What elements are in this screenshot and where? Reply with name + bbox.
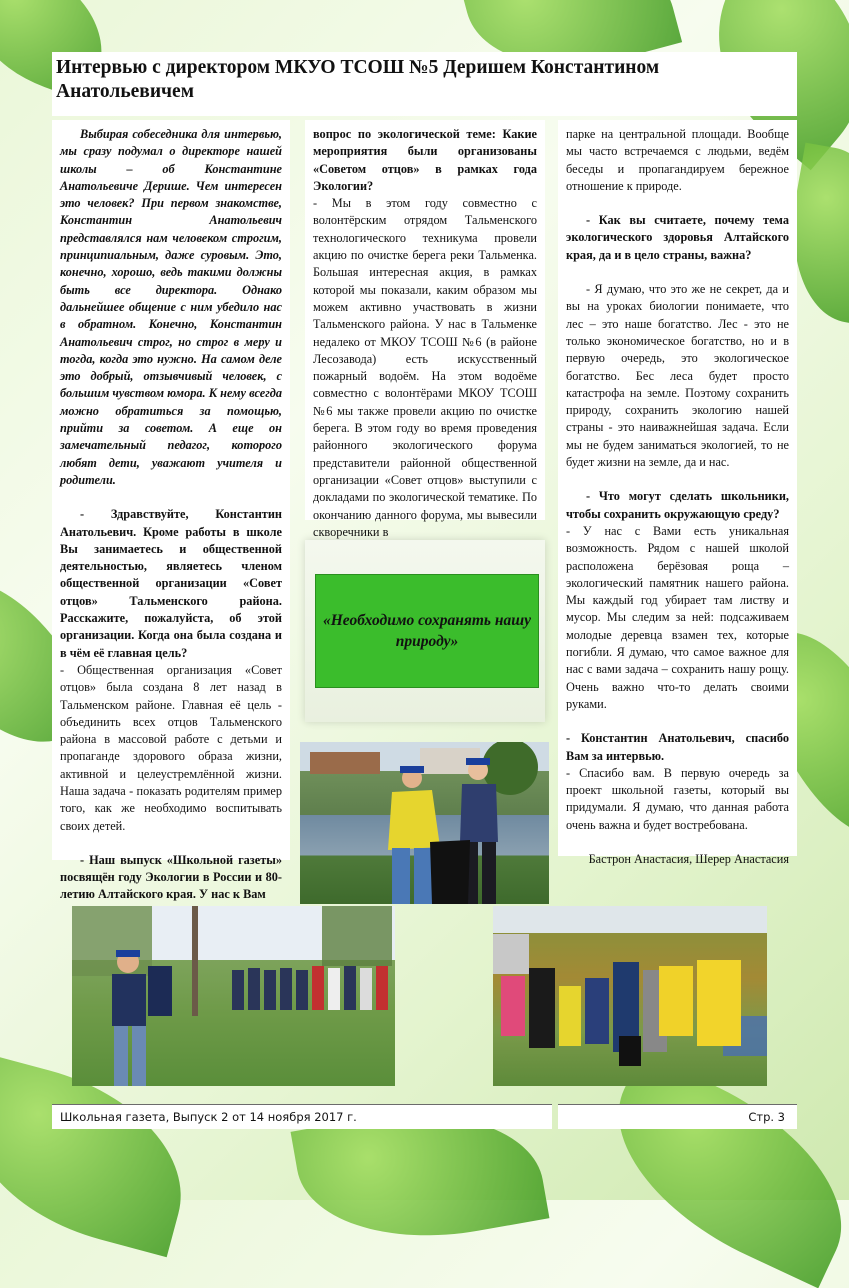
quote-box: «Необходимо сохранять нашу природу» [315, 574, 539, 688]
question-3: - Как вы считаете, почему тема экологического здоровья Алтайского края, да и в цело страны, важна? [566, 213, 789, 262]
column-3 [558, 120, 797, 866]
column-2 [305, 120, 545, 539]
footer-page-number [558, 1104, 797, 1129]
answer-1: - Общественная организация «Совет отцов» была создана 8 лет назад в Тальменском районе. Главная её цель - объединить всех отцов Тальменского района в массовой работе с детьми и пропаганде здорового образа жизни, активной и целеустремлённой жизни. Наша задача - показать родителям пример того, как же необходимо воспитывать своих детей. [60, 662, 282, 833]
footer-issue: Школьная газета, Выпуск 2 от 14 ноября 2017 г. [52, 1104, 552, 1129]
answer-3: - Я думаю, что это же не секрет, да и вы на уроках биологии понимаете, что лес – это наше богатство. Лес - это не только экономическое богатство, но и в первую очередь, это экологическое богатство. Бес леса будет просто катастрофа на земле. Поэтому сохранить природу, сохранить экологию нашей страны - это наиважнейшая задача. Если мы не будем заниматься экологией, то не будет жизни на земле, да и нас. [566, 282, 789, 470]
intro-paragraph: Выбирая собеседника для интервью, мы сразу подумал о директоре нашей школы – об Константине Анатольевиче Дерише. Чем интересен это человек? При первом знакомстве, Константин Анатольевич представлялся нам человеком строгим, принципиальным, даже суровым. Это, конечно, хорошо, ведь такими должны быть все директора. Однако дальнейшее общение с ним убедило нас в обратном. Конечно, Константин Анатольевич строг, но строг в меру и тогда, когда это нужно. На самом деле это добрый, отзывчивый человек, с большим чувством юмора. К нему всегда можно обратиться за помощью, прийти за советом. А еще он замечательный педагог, которого любят дети, уважают учителя и родители. [60, 127, 282, 487]
answer-4: - У нас с Вами есть уникальная возможность. Рядом с нашей школой расположена берёзовая роща – экологический памятник нашего района. Мы каждый год убирает там листву и мусор. Мы следим за ней: подсаживаем молодые деревца взамен тех, которые погибли. Я думаю, что самое важное для нас с вами задача – сохранить нашу рощу. Очень важно что-то делать своими руками. [566, 523, 789, 711]
photo-group-park [72, 906, 395, 1086]
question-2-start: - Наш выпуск «Школьной газеты» посвящён году Экологии в России и 80-летию Алтайского края. У нас к Вам [60, 852, 282, 902]
question-2-end: вопрос по экологической теме: Какие мероприятия были организованы «Советом отцов» в рамках года Экологии? [313, 127, 537, 193]
question-5: - Константин Анатольевич, спасибо Вам за интервью. [566, 731, 789, 763]
question-4: - Что могут сделать школьники, чтобы сохранить окружающую среду? [566, 489, 789, 521]
photo-group-autumn [493, 906, 767, 1086]
quote-frame [305, 540, 545, 722]
answer-2: - Мы в этом году совместно с волонтёрским отрядом Тальменского технологического техникума провели акцию по очистке берега реки Тальменка. Большая интересная акция, в рамках которой мы показали, каким образом мы можем активно участвовать в жизни Тальменского района. У нас в Тальменке недалеко от МКОУ ТСОШ №6 (в районе Лесозавода) есть искусственный пожарный водоём. На этом водоёме совместно с волонтёрами МКОУ ТСОШ №6 мы также провели акцию по очистке берега. В этом году во время проведения районного экологического форума представители районной общественной организации «Совет отцов» выступили с докладами по экологической тематике. По окончанию данного форума, мы вывесили скворечники в [313, 196, 537, 539]
column-1 [52, 120, 290, 902]
article-title: Интервью с директором МКУО ТСОШ №5 Деришем Константином Анатольевичем [56, 57, 660, 102]
question-1: - Здравствуйте, Константин Анатольевич. Кроме работы в школе Вы занимаетесь и общественной деятельностью, являетесь членом общественной организации «Совет отцов» Тальменского района. Расскажите, пожалуйста, об этой организации. Когда она была создана и в чём её главная цель? [60, 507, 282, 660]
photo-river-cleanup [300, 742, 549, 904]
decorative-leaf [583, 1052, 849, 1288]
title-box [52, 52, 797, 116]
answer-2-end: парке на центральной площади. Вообще мы часто встречаемся с людьми, ведём беседы и пропагандируем бережное отношение к природе. [566, 127, 789, 193]
authors: Бастрон Анастасия, Шерер Анастасия [588, 851, 789, 866]
answer-5: - Спасибо вам. В первую очередь за проект школьной газеты, который вы придумали. Я думаю, что данная работа очень важна и будет востребована. [566, 765, 789, 832]
page-number: Стр. 3 [748, 1110, 785, 1124]
